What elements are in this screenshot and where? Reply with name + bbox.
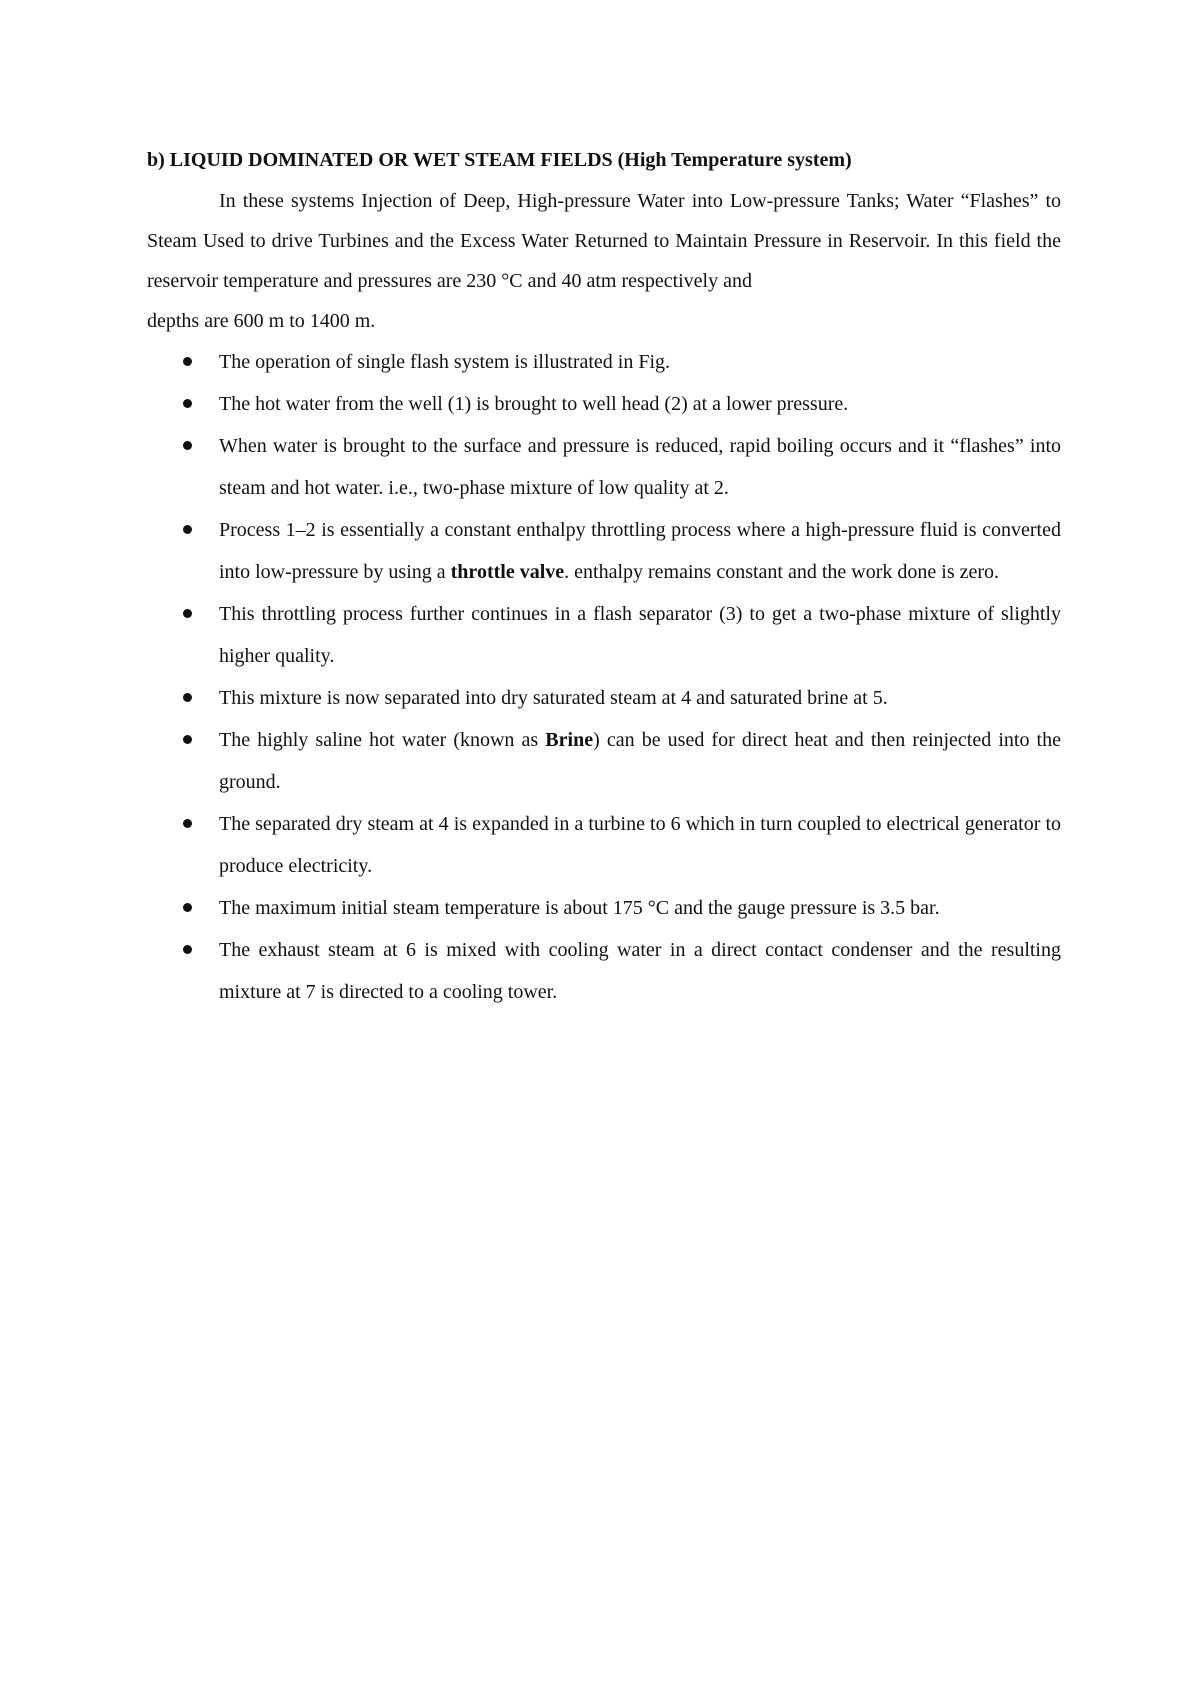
- list-item-text: The exhaust steam at 6 is mixed with cooling water in a direct contact condenser and the resulting mixture at 7 is directed to a cooling tower.: [219, 939, 1061, 1003]
- document-content: [147, 143, 1061, 1013]
- depth-line: depths are 600 m to 1400 m.: [147, 310, 376, 332]
- list-item: [147, 719, 1061, 803]
- bullet-icon: [183, 693, 192, 702]
- list-item-text: When water is brought to the surface and pressure is reduced, rapid boiling occurs and it “flashes” into steam and hot water. i.e., two-phase mixture of low quality at 2.: [219, 435, 1061, 499]
- bold-term: Brine: [545, 729, 594, 751]
- list-item: [147, 425, 1061, 509]
- list-item-text: The hot water from the well (1) is brought to well head (2) at a lower pressure.: [219, 393, 849, 415]
- list-item-text: Process 1–2 is essentially a constant enthalpy throttling process where a high-pressure fluid is converted into low-pressure by using a: [219, 519, 1061, 583]
- bullet-icon: [183, 903, 192, 912]
- bold-term: throttle valve: [450, 561, 565, 583]
- list-item-text: The operation of single flash system is illustrated in Fig.: [219, 351, 671, 373]
- bullet-icon: [183, 399, 192, 408]
- bullet-icon: [183, 819, 192, 828]
- list-item-text: ) can be used for direct heat and then reinjected into the ground.: [219, 729, 1061, 793]
- bullet-icon: [183, 735, 192, 744]
- list-item: [147, 509, 1061, 593]
- list-item: [147, 341, 1061, 383]
- list-item-text: The separated dry steam at 4 is expanded in a turbine to 6 which in turn coupled to electrical generator to produce electricity.: [219, 813, 1061, 877]
- section-heading: b) LIQUID DOMINATED OR WET STEAM FIELDS (High Temperature system): [147, 149, 852, 171]
- intro-paragraph: In these systems Injection of Deep, High-pressure Water into Low-pressure Tanks; Water “Flashes” to Steam Used to drive Turbines and the Excess Water Returned to Maintain Pressure in Reservoir. In this field the reservoir temperature and pressures are 230 °C and 40 atm respectively and: [147, 190, 1061, 292]
- list-item: [147, 803, 1061, 887]
- list-item: [147, 887, 1061, 929]
- bullet-icon: [183, 441, 192, 450]
- list-item: [147, 593, 1061, 677]
- list-item-text: The maximum initial steam temperature is about 175 °C and the gauge pressure is 3.5 bar.: [219, 897, 940, 919]
- list-item-text: This throttling process further continues in a flash separator (3) to get a two-phase mixture of slightly higher quality.: [219, 603, 1061, 667]
- list-item-text: . enthalpy remains constant and the work done is zero.: [564, 561, 1000, 583]
- list-item-text: The highly saline hot water (known as: [219, 729, 546, 751]
- list-item-text: This mixture is now separated into dry saturated steam at 4 and saturated brine at 5.: [219, 687, 888, 709]
- bullet-icon: [183, 945, 192, 954]
- bullet-list: [147, 341, 1061, 1013]
- bullet-icon: [183, 525, 192, 534]
- list-item: [147, 383, 1061, 425]
- bullet-icon: [183, 609, 192, 618]
- bullet-icon: [183, 357, 192, 366]
- list-item: [147, 677, 1061, 719]
- list-item: [147, 929, 1061, 1013]
